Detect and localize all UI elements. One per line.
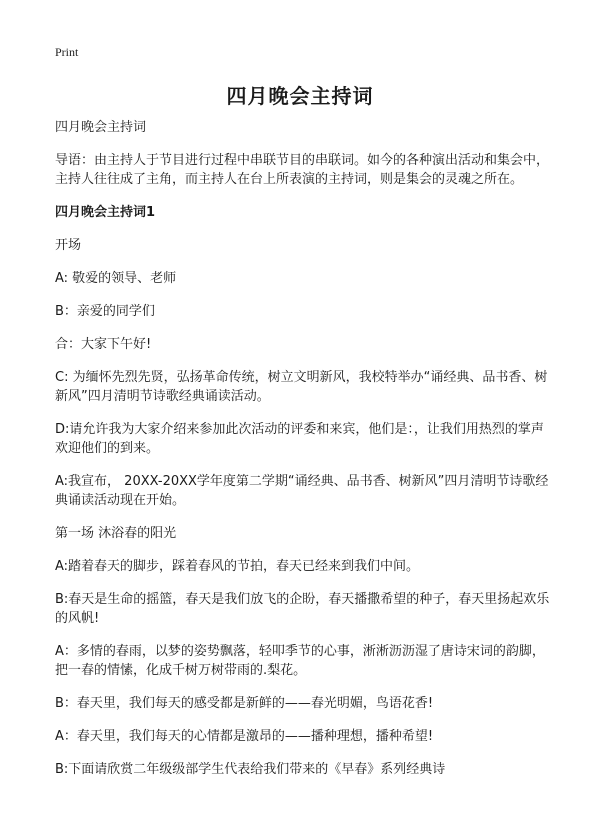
line-together: 合：大家下午好! bbox=[55, 337, 152, 352]
section-heading: 四月晚会主持词1 bbox=[55, 205, 156, 220]
line-a-mood: A：春天里，我们每天的心情都是激昂的——播种理想，播种希望! bbox=[55, 729, 434, 744]
document-body bbox=[55, 118, 555, 793]
subtitle-paragraph: 四月晚会主持词 bbox=[55, 120, 147, 135]
section-label-opening: 开场 bbox=[55, 238, 82, 253]
line-b-next: B:下面请欣赏二年级级部学生代表给我们带来的《早春》系列经典诗 bbox=[55, 762, 446, 777]
line-c-intro: C: 为缅怀先烈先贤，弘扬革命传统，树立文明新风，我校特举办“诵经典、品书香、树新风”四月清明节诗歌经典诵读活动。 bbox=[55, 370, 548, 404]
line-a-greeting: A: 敬爱的领导、老师 bbox=[55, 271, 177, 286]
line-a-spring: A:踏着春天的脚步，踩着春风的节拍，春天已经来到我们中间。 bbox=[55, 559, 420, 574]
line-a-announce: A:我宣布， 20XX-20XX学年度第二学期“诵经典、品书香、树新风”四月清明节诗歌经典诵读活动现在开始。 bbox=[55, 474, 549, 508]
line-b-spring: B:春天是生命的摇篮，春天是我们放飞的企盼，春天播撒希望的种子，春天里扬起欢乐的风帆! bbox=[55, 592, 550, 626]
line-a-rain: A：多情的春雨，以梦的姿势飘落，轻叩季节的心事，淅淅沥沥湿了唐诗宋词的韵脚，把一春的情愫，化成千树万树带雨的.梨花。 bbox=[55, 644, 545, 678]
print-label: Print bbox=[55, 45, 79, 59]
line-d-judges: D:请允许我为大家介绍来参加此次活动的评委和来宾，他们是：，让我们用热烈的掌声欢迎他们的到来。 bbox=[55, 422, 544, 456]
page-title: 四月晚会主持词 bbox=[226, 84, 374, 108]
line-b-greeting: B：亲爱的同学们 bbox=[55, 304, 155, 319]
line-b-feelings: B：春天里，我们每天的感受都是新鲜的——春光明媚，鸟语花香! bbox=[55, 696, 434, 711]
section-label-first-act: 第一场 沐浴春的阳光 bbox=[55, 526, 177, 541]
intro-paragraph: 导语：由主持人于节目进行过程中串联节目的串联词。如今的各种演出活动和集会中，主持人往往成了主角，而主持人在台上所表演的主持词，则是集会的灵魂之所在。 bbox=[55, 153, 550, 187]
